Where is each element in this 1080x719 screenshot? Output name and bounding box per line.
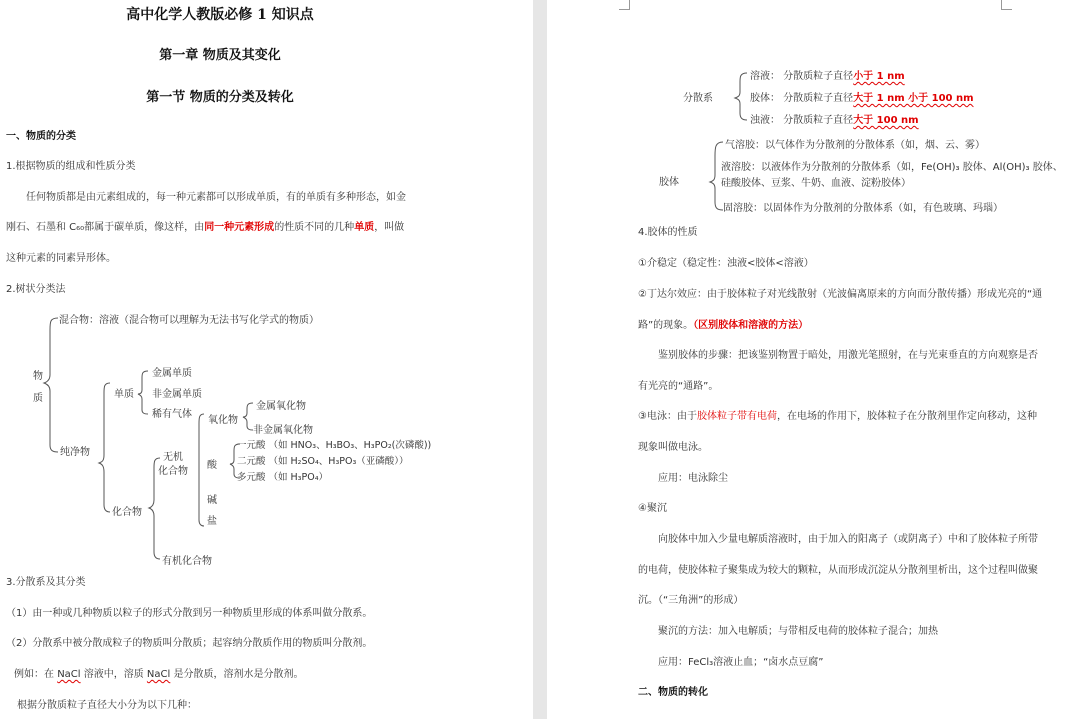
tree-node-mixture: 混合物：溶液（混合物可以理解为无法书写化学式的物质） [59,315,319,326]
colloid-gas: 气溶胶：以气体作为分散剂的分散体系（如，烟、云、雾） [725,140,985,151]
tree-node-element: 单质 [114,389,134,400]
tree-node-pure: 纯净物 [60,447,90,458]
paragraph-line: 根据分散质粒子直径大小分为以下几种： [17,700,197,711]
highlight-same-element: 同一种元素形成 [204,222,275,233]
tree-node-inorganic-1: 无机 [163,452,183,463]
paragraph-line: 现象叫做电泳。 [638,442,708,453]
colloid-label: 胶体 [659,177,679,188]
tree-node-base: 碱 [207,495,217,506]
text-span: 是分散质，溶剂水是分散剂。 [170,669,304,680]
margin-corner-mark [619,0,630,10]
tree-node-metal-element: 金属单质 [152,368,192,379]
paragraph-line: （1）由一种或几种物质以粒子的形式分散到另一种物质里形成的体系叫做分散系。 [6,608,373,619]
property-tyndall-line1: ②丁达尔效应：由于胶体粒子对光线散射（光波偏离原来的方向而分散传播）形成光亮的“通 [638,289,1043,300]
heading-transformation: 二、物质的转化 [638,687,708,698]
coagulation-methods: 聚沉的方法：加入电解质；与带相反电荷的胶体粒子混合；加热 [658,626,938,637]
property-coagulation: ④聚沉 [638,503,667,514]
document-page-right [547,0,1080,719]
colloid-liquid-line2: 硅酸胶体、豆浆、牛奶、血液、淀粉胶体） [721,178,911,189]
paragraph-line [6,221,404,234]
text-span: 路”的现象。 [638,320,694,331]
tree-node-salt: 盐 [207,516,217,527]
formula-nacl: NaCl [57,669,81,680]
colloid-solid: 固溶胶：以固体作为分散剂的分散体系（如，有色玻璃、玛瑙） [723,203,1003,214]
text-span: 胶体： 分散质粒子直径 [750,93,854,104]
paragraph-line [14,668,303,681]
tree-node-diprotic-acid: 二元酸 （如 H₂SO₄、H₃PO₃（亚磷酸）） [237,456,409,467]
colloid-size-range: 大于 1 nm 小于 100 nm [853,93,974,104]
text-span: 溶液中，溶质 [80,669,147,680]
solution-size-range: 小于 1 nm [853,71,905,82]
tree-node-noble-gas: 稀有气体 [152,409,192,420]
dispersion-colloid [750,92,974,105]
property-tyndall-line2 [638,319,808,332]
tree-node-nonmetal-oxide: 非金属氧化物 [253,425,313,436]
dispersion-solution [750,70,905,83]
tree-node-organic: 有机化合物 [162,556,212,567]
text-span: 溶液： 分散质粒子直径 [750,71,854,82]
tree-node-polyprotic-acid: 多元酸 （如 H₃PO₄） [237,472,329,483]
tree-node-inorganic-2: 化合物 [158,466,188,477]
heading-colloid-properties: 4.胶体的性质 [638,227,698,238]
subheading-dispersion: 3.分散系及其分类 [6,577,86,588]
tree-node-compound: 化合物 [112,507,142,518]
chapter-heading: 第一章 物质及其变化 [159,48,281,63]
text-span: ③电泳：由于 [638,411,697,422]
paragraph-line: 鉴别胶体的步骤：把该鉴别物置于暗处，用激光笔照射，在与光束垂直的方向观察是否 [658,350,1038,361]
text-span: 例如：在 [14,669,58,680]
dispersion-suspension [750,114,919,127]
suspension-size-range: 大于 100 nm [853,115,919,126]
coagulation-application: 应用：FeCl₃溶液止血；“卤水点豆腐” [658,657,824,668]
highlight-distinguish-method: （区别胶体和溶液的方法） [693,320,809,331]
document-title: 高中化学人教版必修 1 知识点 [126,7,314,23]
highlight-charged-particles: 胶体粒子带有电荷 [696,411,777,422]
paragraph-line: 的电荷，使胶体粒子聚集成为较大的颗粒，从而形成沉淀从分散剂里析出，这个过程叫做聚 [638,565,1038,576]
text-span: ，叫做 [374,222,405,233]
colloid-liquid-line1: 液溶胶：以液体作为分散剂的分散体系（如，Fe(OH)₃ 胶体、Al(OH)₃ 胶体、 [721,162,1063,173]
dispersion-system-label: 分散系 [683,93,713,104]
text-span: ，在电场的作用下，胶体粒子在分散剂里作定向移动，这种 [776,411,1037,422]
document-page-left [0,0,533,719]
text-span: 浊液： 分散质粒子直径 [750,115,854,126]
section-heading: 第一节 物质的分类及转化 [146,90,294,105]
tree-node-oxide: 氧化物 [208,415,238,426]
paragraph-line: 沉。（“三角洲”的形成） [638,595,744,606]
property-electrophoresis [638,410,1037,423]
heading-classification: 一、物质的分类 [6,131,76,142]
subheading-tree-classification: 2.树状分类法 [6,284,66,295]
paragraph-line: 有光亮的“通路”。 [638,381,719,392]
property-metastable: ①介稳定（稳定性：浊液<胶体<溶液） [638,258,814,269]
highlight-element-substance: 单质 [354,222,375,233]
text-span: 的性质不同的几种 [274,222,355,233]
tree-node-monoprotic-acid: 一元酸 （如 HNO₃、H₃BO₃、H₃PO₂(次磷酸)) [237,440,432,451]
paragraph-line: 这种元素的同素异形体。 [6,253,116,264]
paragraph-line: （2）分散系中被分散成粒子的物质叫分散质；起容纳分散质作用的物质叫分散剂。 [6,638,373,649]
tree-node-acid: 酸 [207,460,217,471]
tree-root-char-2: 质 [33,393,43,404]
tree-node-nonmetal-element: 非金属单质 [152,389,202,400]
subheading-composition: 1.根据物质的组成和性质分类 [6,161,136,172]
electrophoresis-application: 应用：电泳除尘 [658,473,728,484]
paragraph-line: 任何物质都是由元素组成的，每一种元素都可以形成单质，有的单质有多种形态，如金 [26,192,406,203]
text-span: 刚石、石墨和 C₆₀都属于碳单质，像这样，由 [6,222,205,233]
margin-corner-mark [1001,0,1012,10]
tree-root-char-1: 物 [33,371,43,382]
paragraph-line: 向胶体中加入少量电解质溶液时，由于加入的阳离子（或阴离子）中和了胶体粒子所带 [658,534,1038,545]
tree-node-metal-oxide: 金属氧化物 [256,401,306,412]
formula-nacl: NaCl [146,669,171,680]
